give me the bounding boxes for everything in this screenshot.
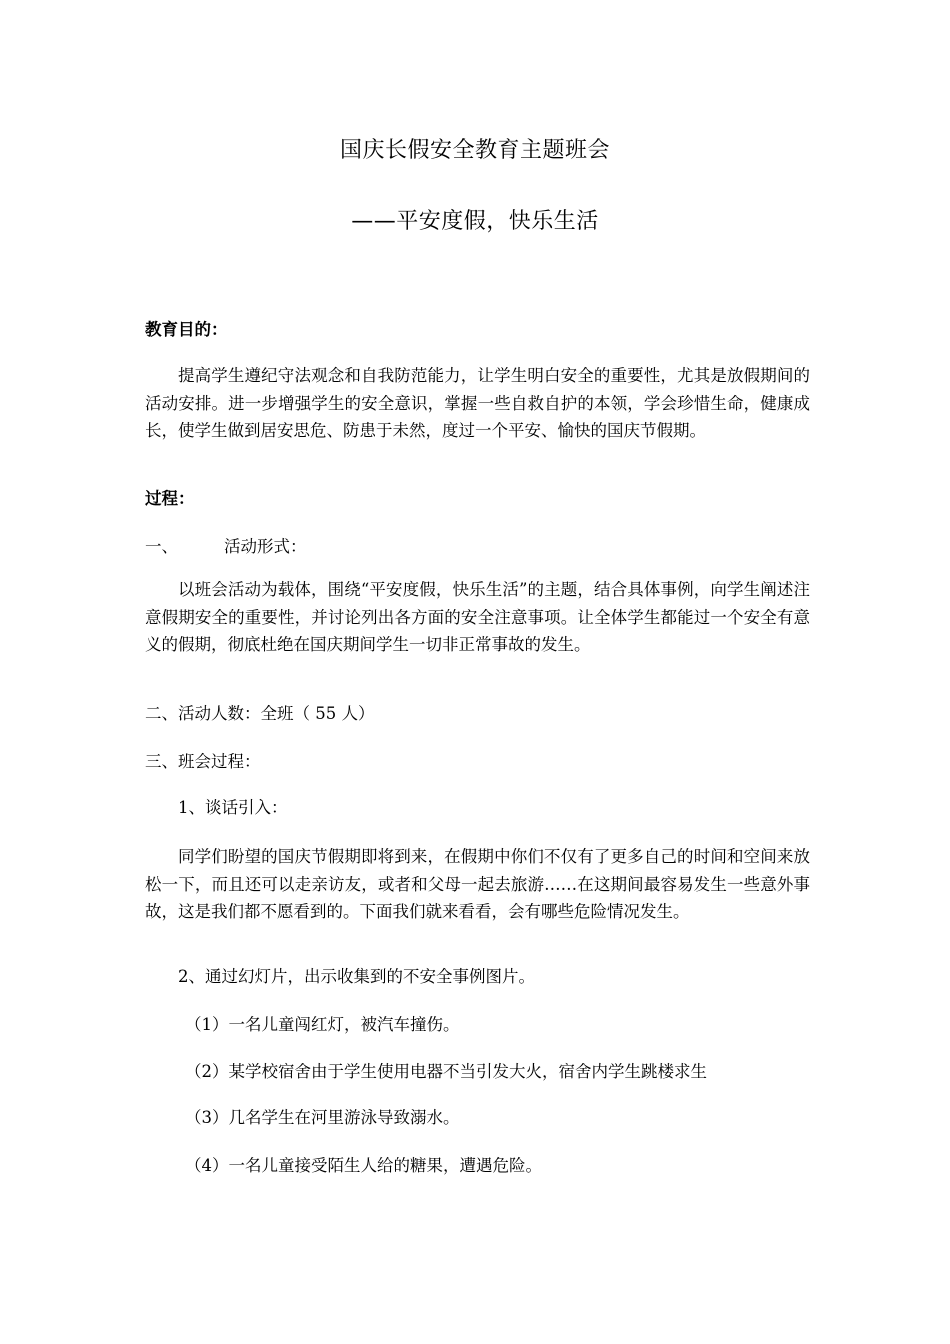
case-item: （1）一名儿童闯红灯，被汽车撞伤。 [185,1015,460,1034]
case-item: （2）某学校宿舍由于学生使用电器不当引发大火，宿舍内学生跳楼求生 [185,1062,707,1081]
step1-heading: 1、谈话引入： [178,798,288,817]
case-item: （4）一名儿童接受陌生人给的糖果，遭遇危险。 [185,1156,542,1175]
document-subtitle: ——平安度假，快乐生活 [351,209,599,234]
step1-paragraph: 同学们盼望的国庆节假期即将到来，在假期中你们不仅有了更多自己的时间和空间来放松一下，而且还可以走亲访友，或者和父母一起去旅游……在这期间最容易发生一些意外事故，这是我们都不愿看到的。下面我们就来看看，会有哪些危险情况发生。 [145,847,810,921]
case-item: （3）几名学生在河里游泳导致溺水。 [185,1108,460,1127]
purpose-paragraph: 提高学生遵纪守法观念和自我防范能力，让学生明白安全的重要性，尤其是放假期间的活动安排。进一步增强学生的安全意识，掌握一些自救自护的本领，学会珍惜生命，健康成长，使学生做到居安思危、防患于未然，度过一个平安、愉快的国庆节假期。 [145,366,810,440]
section2-heading: 二、活动人数：全班（ 55 人） [145,704,375,723]
step2-heading: 2、通过幻灯片，出示收集到的不安全事例图片。 [178,967,535,986]
section1-title: 活动形式： [224,537,307,556]
purpose-heading: 教育目的： [145,320,228,339]
document-title: 国庆长假安全教育主题班会 [339,138,610,163]
process-heading: 过程： [145,489,195,508]
section3-heading: 三、班会过程： [145,752,261,771]
section1-paragraph: 以班会活动为载体，围绕“平安度假，快乐生活”的主题，结合具体事例，向学生阐述注意假期安全的重要性，并讨论列出各方面的安全注意事项。让全体学生都能过一个安全有意义的假期，彻底杜绝在国庆期间学生一切非正常事故的发生。 [145,580,810,654]
section1-number: 一、 [145,537,178,556]
section1-heading [145,533,810,560]
